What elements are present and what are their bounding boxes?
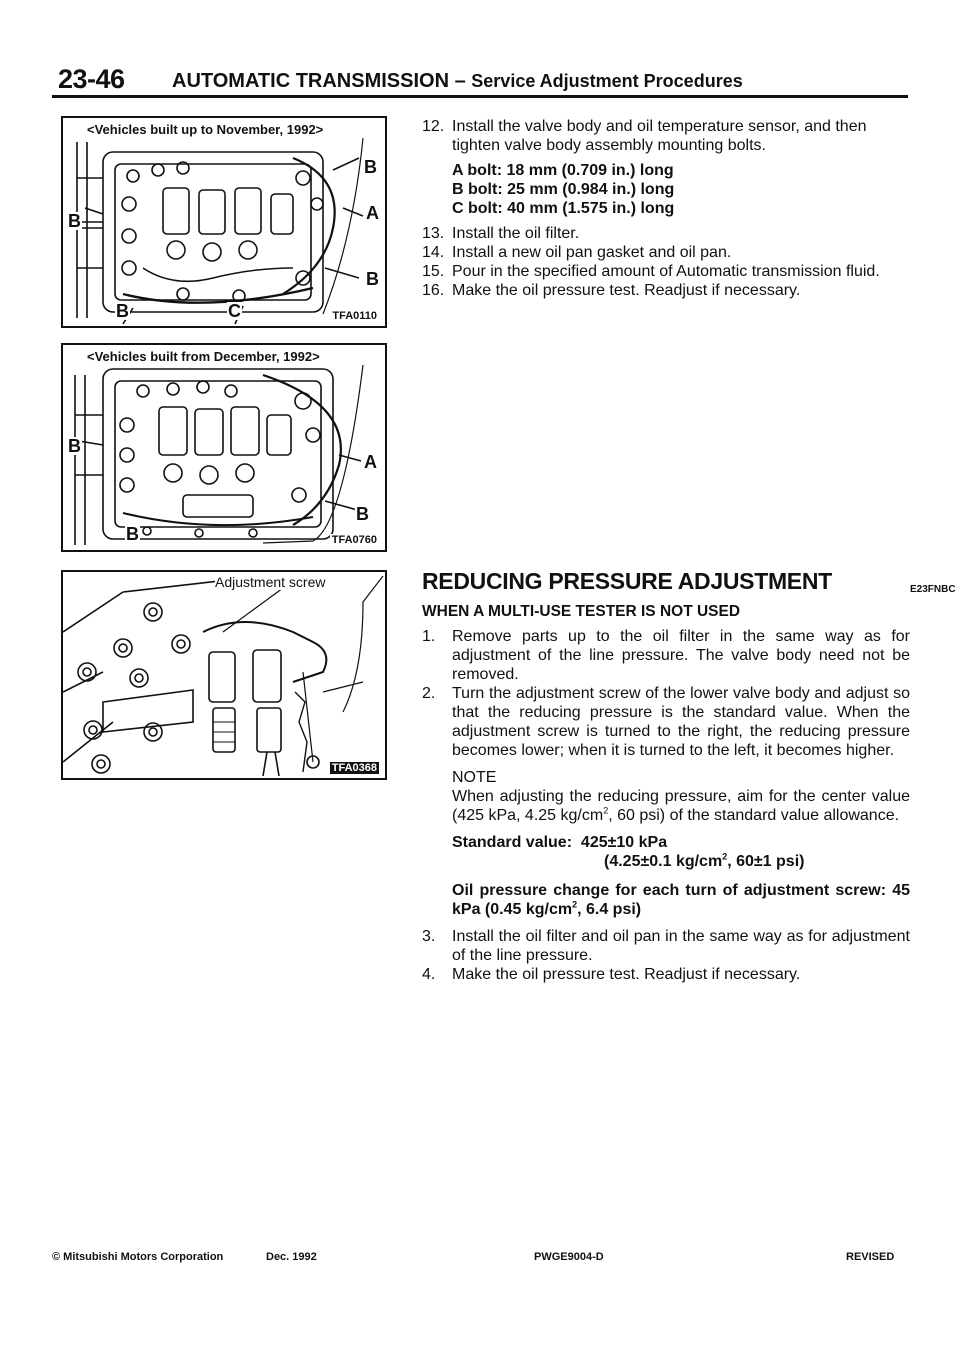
install-steps [422,117,910,300]
label-c: C [228,301,241,321]
step-16 [422,281,910,300]
step-13 [422,224,910,243]
step-number: 12. [422,118,445,135]
step-3 [422,927,910,965]
step-text: Install the oil filter and oil pan in the same way as for adjustment of the line pressure. [452,928,910,964]
reducing-pressure-section [422,568,956,984]
step-text: Remove parts up to the oil filter in the same way as for adjustment of the line pressure. The valve body need not be removed. [452,628,910,683]
step-15 [422,262,910,281]
header-rule [52,95,908,98]
section-code: E23FNBC [910,584,956,595]
section-heading: REDUCING PRESSURE ADJUSTMENT [422,568,832,594]
step-1 [422,627,910,684]
standard-value-line [422,833,910,852]
figure-caption: <Vehicles built up to November, 1992> [87,122,324,137]
figure-code: TFA0760 [331,534,377,546]
pressure-change-part: , 6.4 psi) [577,901,642,918]
standard-value-conversion [422,852,910,871]
step-number: 13. [422,225,445,242]
bolt-spec-a: A bolt: 18 mm (0.709 in.) long [452,162,674,179]
figure-adjustment-screw [61,570,387,780]
step-text: Install a new oil pan gasket and oil pan. [452,244,732,261]
valve-body-illustration-1 [63,118,385,326]
step-text: Pour in the specified amount of Automatic transmission fluid. [452,263,880,280]
section-subheading: WHEN A MULTI-USE TESTER IS NOT USED [422,603,741,620]
superscript: 2 [603,805,609,816]
label-b: B [116,301,129,321]
note-text-part: , 60 psi) of the standard value allowance. [608,807,900,824]
bolt-spec-b: B bolt: 25 mm (0.984 in.) long [452,181,675,198]
adjustment-screw-label: Adjustment screw [215,574,326,590]
note-label: NOTE [452,769,497,786]
page-number: 23-46 [58,64,125,94]
step-number: 14. [422,244,445,261]
valve-body-illustration-2 [63,345,385,550]
step-2 [422,684,910,760]
step-number: 1. [422,628,436,645]
label-b: B [126,524,139,544]
note-text [422,787,910,825]
standard-value: 425±10 kPa [580,834,668,851]
step-number: 16. [422,282,445,299]
label-b: B [366,269,379,289]
label-b: B [356,504,369,524]
manual-title: AUTOMATIC TRANSMISSION [172,70,450,92]
step-text: Turn the adjustment screw of the lower valve body and adjust so that the reducing pressure is the standard value. When the adjustment screw is turned to the right, the reducing pressure becomes lower; when it is turned to the left, it becomes higher. [452,685,910,759]
figure-caption: <Vehicles built from December, 1992> [87,349,320,364]
section-title [172,70,743,93]
figure-valve-body-up-to-nov-1992 [61,116,387,328]
bolt-spec-c: C bolt: 40 mm (1.575 in.) long [452,200,675,217]
pressure-change-part: Oil pressure change for each turn of adjustment screw: 45 kPa (0.45 kg/cm [452,882,910,918]
step-number: 15. [422,263,445,280]
step-number: 3. [422,928,436,945]
footer-status: REVISED [846,1251,895,1263]
pressure-change-spec [422,881,910,919]
title-separator: – [449,70,472,92]
label-b: B [364,157,377,177]
footer-date: Dec. 1992 [266,1251,317,1263]
page-header [52,64,908,98]
step-4 [422,965,910,984]
standard-value-part: (4.25±0.1 kg/cm [604,853,723,870]
step-number: 2. [422,685,436,702]
adjustment-screw-illustration [63,572,385,778]
step-number: 4. [422,966,436,983]
figure-code: TFA0110 [332,310,377,322]
step-text: Install the oil filter. [452,225,580,242]
footer-copyright: © Mitsubishi Motors Corporation [52,1251,224,1263]
manual-subtitle: Service Adjustment Procedures [471,71,743,91]
step-text: Make the oil pressure test. Readjust if necessary. [452,966,801,983]
step-text: Install the valve body and oil temperature sensor, and then tighten valve body assembly mounting bolts. [452,118,867,154]
figure-code: TFA0368 [331,762,377,774]
label-a: A [366,203,379,223]
footer-doc-code: PWGE9004-D [534,1251,604,1263]
label-a: A [364,452,377,472]
figure-valve-body-from-dec-1992 [61,343,387,552]
standard-value-part: , 60±1 psi) [727,853,805,870]
label-b: B [68,436,81,456]
superscript: 2 [722,851,728,862]
step-text: Make the oil pressure test. Readjust if necessary. [452,282,801,299]
standard-value-label: Standard value: [452,834,573,851]
note-text-part: When adjusting the reducing pressure, aim for the center value (425 kPa, 4.25 kg/cm [452,788,910,824]
step-12 [422,117,910,155]
step-14 [422,243,910,262]
label-b: B [68,211,81,231]
superscript: 2 [572,899,578,910]
